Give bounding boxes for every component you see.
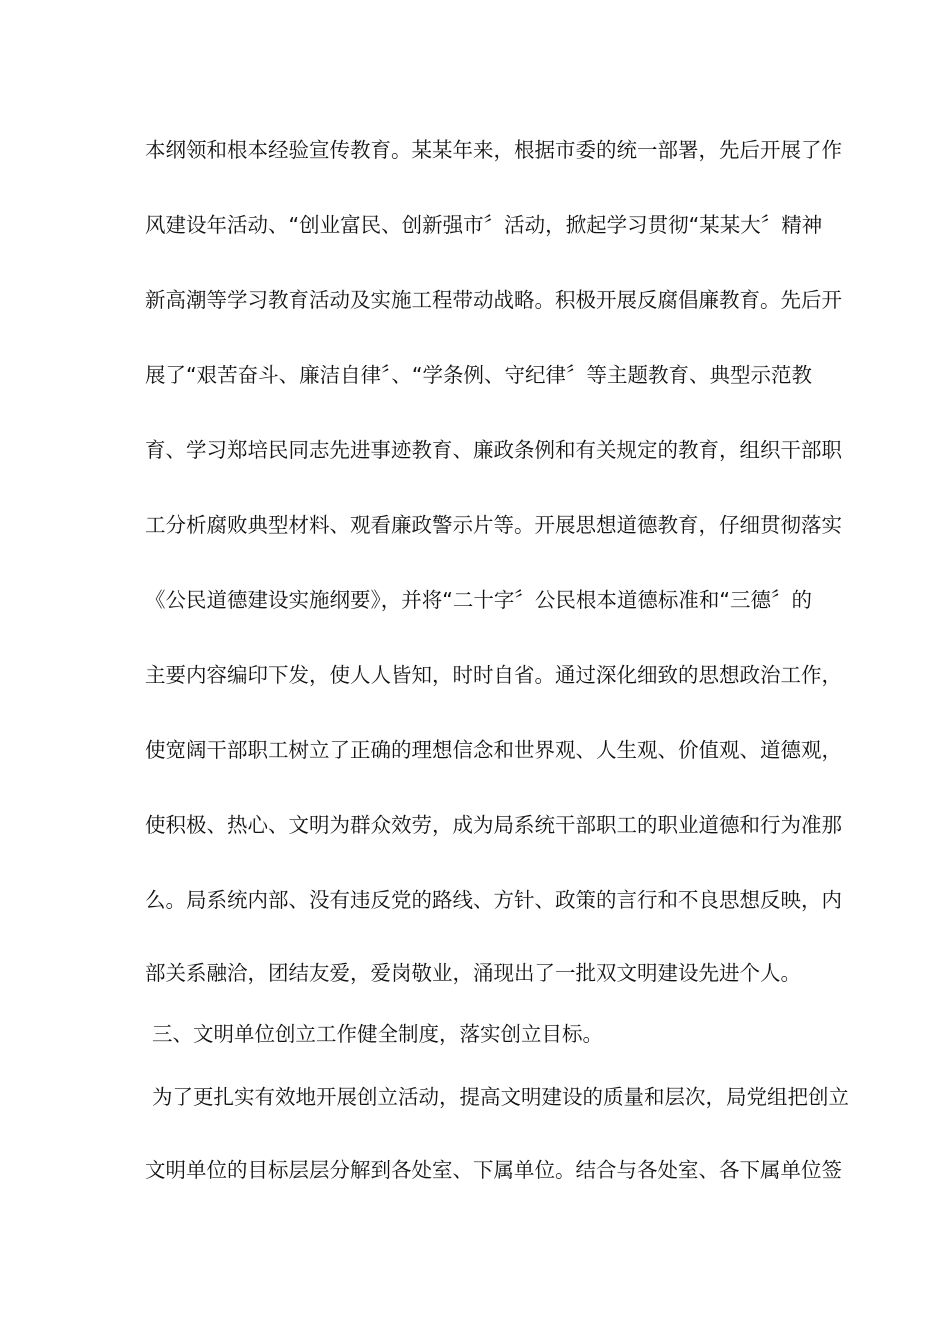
body-text-line: 使积极、热心、文明为群众效劳，成为局系统干部职工的职业道德和行为准那 (145, 813, 842, 837)
section-heading: 三、文明单位创立工作健全制度，落实创立目标。 (152, 1022, 603, 1046)
body-text-line: 本纲领和根本经验宣传教育。某某年来，根据市委的统一部署，先后开展了作 (145, 138, 842, 162)
body-text-line: 文明单位的目标层层分解到各处室、下属单位。结合与各处室、各下属单位签 (145, 1158, 842, 1182)
body-text-line: 新高潮等学习教育活动及实施工程带动战略。积极开展反腐倡廉教育。先后开 (145, 288, 842, 312)
body-text-line: 工分析腐败典型材料、观看廉政警示片等。开展思想道德教育，仔细贯彻落实 (145, 513, 842, 537)
body-text-line: 展了“艰苦奋斗、廉洁自律〞、“学条例、守纪律〞等主题教育、典型示范教 (145, 363, 812, 387)
body-text-line: 使宽阔干部职工树立了正确的理想信念和世界观、人生观、价值观、道德观， (145, 738, 842, 762)
body-text-line: 为了更扎实有效地开展创立活动，提高文明建设的质量和层次，局党组把创立 (152, 1085, 849, 1109)
body-text-line: 《公民道德建设实施纲要》，并将“二十字〞公民根本道德标准和“三德〞的 (145, 588, 812, 612)
body-text-line: 部关系融洽，团结友爱，爱岗敬业，涌现出了一批双文明建设先进个人。 (145, 961, 801, 985)
body-text-line: 主要内容编印下发，使人人皆知，时时自省。通过深化细致的思想政治工作， (145, 663, 842, 687)
body-text-line: 育、学习郑培民同志先进事迹教育、廉政条例和有关规定的教育，组织干部职 (145, 438, 842, 462)
body-text-line: 么。局系统内部、没有违反党的路线、方针、政策的言行和不良思想反映，内 (145, 888, 842, 912)
body-text-line: 风建设年活动、“创业富民、创新强市〞活动，掀起学习贯彻“某某大〞精神 (145, 213, 823, 237)
